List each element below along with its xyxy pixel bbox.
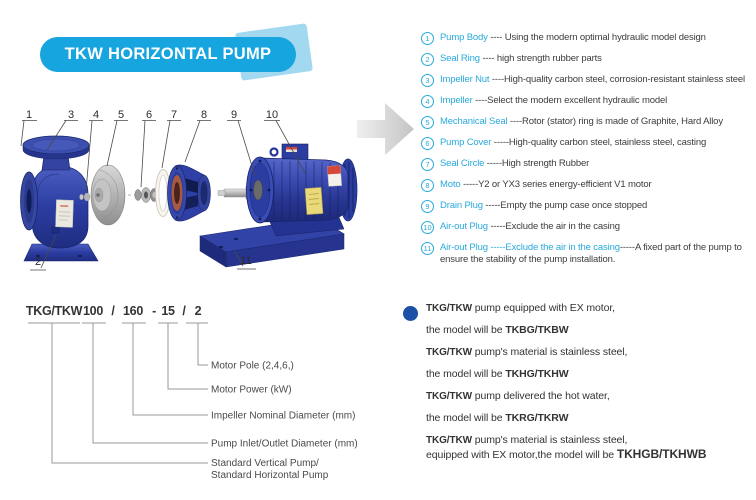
part-desc: ---- Using the modern optimal hydraulic model design [487, 32, 706, 43]
callout-7: 7 [170, 109, 178, 121]
note-line: TKG/TKW pump's material is stainless steel, [426, 346, 628, 358]
part-name: Pump Cover [440, 137, 492, 148]
motor-nameplate [305, 187, 323, 214]
note-line: the model will be TKBG/TKBW [426, 324, 569, 336]
parts-list-item [421, 200, 753, 213]
callout-4: 4 [92, 109, 100, 121]
model-token-power: 15 [161, 304, 175, 318]
mechanical-seal [135, 188, 158, 203]
callout-2: 2 [34, 256, 42, 268]
part-number-badge: 8 [421, 179, 434, 192]
drain-plug [52, 227, 59, 233]
part-name: Seal Circle [440, 158, 485, 169]
impeller [91, 165, 125, 225]
model-token-dash: - [152, 304, 156, 318]
part-name: Impeller Nut [440, 74, 490, 85]
model-token-series: TKG/TKW [25, 304, 83, 318]
label-motor-pole: Motor Pole (2,4,6,) [211, 360, 294, 372]
part-desc: ----Select the modern excellent hydraulic model [472, 95, 668, 106]
parts-list-item [421, 242, 753, 266]
label-motor-power: Motor Power (kW) [211, 384, 292, 396]
part-desc: -----A fixed part of the pump to ensure the stability of the pump installation. [440, 242, 742, 265]
model-code-tokens [26, 304, 202, 318]
part-name: Moto [440, 179, 461, 190]
callout-10: 10 [265, 109, 279, 121]
part-name: Mechanical Seal [440, 116, 508, 127]
note-line: TKG/TKW pump's material is stainless steel, [426, 434, 628, 446]
parts-list [421, 32, 753, 274]
model-token-slash2: / [182, 304, 186, 318]
parts-list-item [421, 137, 753, 150]
part-desc: ----Rotor (stator) ring is made of Graphite, Hard Alloy [507, 116, 723, 127]
pump-cover [168, 165, 211, 221]
callout-1: 1 [25, 109, 33, 121]
model-code-diagram [18, 293, 363, 493]
part-number-badge: 6 [421, 137, 434, 150]
page-title: TKW HORIZONTAL PUMP [64, 45, 272, 63]
part-name: Air-out Plug -----Exclude the air in the casing [440, 242, 620, 253]
model-token-inlet: 100 [83, 304, 103, 318]
parts-list-item [421, 221, 753, 234]
part-name: Impeller [440, 95, 473, 106]
parts-list-item [421, 32, 753, 45]
note-line: TKG/TKW pump equipped with EX motor, [426, 302, 615, 314]
part-number-badge: 10 [421, 221, 434, 234]
callout-9: 9 [230, 109, 238, 121]
part-desc: -----Empty the pump case once stopped [482, 200, 648, 211]
model-token-pole: 2 [194, 304, 202, 318]
impeller-nut [80, 193, 91, 201]
callout-5: 5 [117, 109, 125, 121]
part-desc: ---- high strength rubber parts [479, 53, 602, 64]
part-number-badge: 2 [421, 53, 434, 66]
part-desc: -----Y2 or YX3 series energy-efficient V1 motor [460, 179, 652, 190]
part-number-badge: 4 [421, 95, 434, 108]
part-name: Pump Body [440, 32, 488, 43]
bullet-dot-icon [403, 306, 418, 321]
part-name: Drain Plug [440, 200, 483, 211]
label-inlet-outlet: Pump Inlet/Outlet Diameter (mm) [211, 438, 358, 450]
parts-list-item [421, 179, 753, 192]
callout-8: 8 [200, 109, 208, 121]
part-number-badge: 7 [421, 158, 434, 171]
part-number-badge: 1 [421, 32, 434, 45]
model-token-slash1: / [111, 304, 115, 318]
part-number-badge: 9 [421, 200, 434, 213]
part-name: Air-out Plug [440, 221, 488, 232]
part-desc: ----High-quality carbon steel, corrosion-resistant stainless steel [489, 74, 745, 85]
note-line: the model will be TKHG/TKHW [426, 368, 569, 380]
pump-exploded-diagram [8, 98, 438, 290]
label-standard-horizontal: Standard Horizontal Pump [211, 470, 329, 481]
right-arrow-icon [357, 103, 414, 155]
part-number-badge: 11 [421, 242, 434, 255]
motor [218, 144, 357, 236]
title-banner [40, 37, 296, 72]
note-line: the model will be TKRG/TKRW [426, 412, 569, 424]
part-desc: -----High-quality carbon steel, stainless steel, casting [491, 137, 707, 148]
parts-list-item [421, 116, 753, 129]
callout-6: 6 [145, 109, 153, 121]
parts-list-item [421, 95, 753, 108]
label-impeller-diameter: Impeller Nominal Diameter (mm) [211, 410, 356, 422]
part-desc: -----High strength Rubber [484, 158, 590, 169]
part-name: Seal Ring [440, 53, 480, 64]
label-standard-vertical: Standard Vertical Pump/ [211, 458, 319, 469]
parts-list-item [421, 53, 753, 66]
part-number-badge: 5 [421, 116, 434, 129]
model-variant-notes [398, 302, 750, 471]
callout-11: 11 [240, 255, 252, 267]
part-desc: -----Exclude the air in the casing [487, 221, 620, 232]
model-token-impeller: 160 [123, 304, 143, 318]
callout-3: 3 [67, 109, 75, 121]
note-line: equipped with EX motor,the model will be TKHGB/TKHWB [426, 447, 707, 461]
parts-list-item [421, 74, 753, 87]
model-code-connector-lines [28, 323, 208, 463]
part-number-badge: 3 [421, 74, 434, 87]
parts-list-item [421, 158, 753, 171]
body-label [56, 200, 74, 228]
note-line: TKG/TKW pump delivered the hot water, [426, 390, 610, 402]
model-code-labels [211, 361, 358, 482]
motor-label [327, 166, 341, 187]
